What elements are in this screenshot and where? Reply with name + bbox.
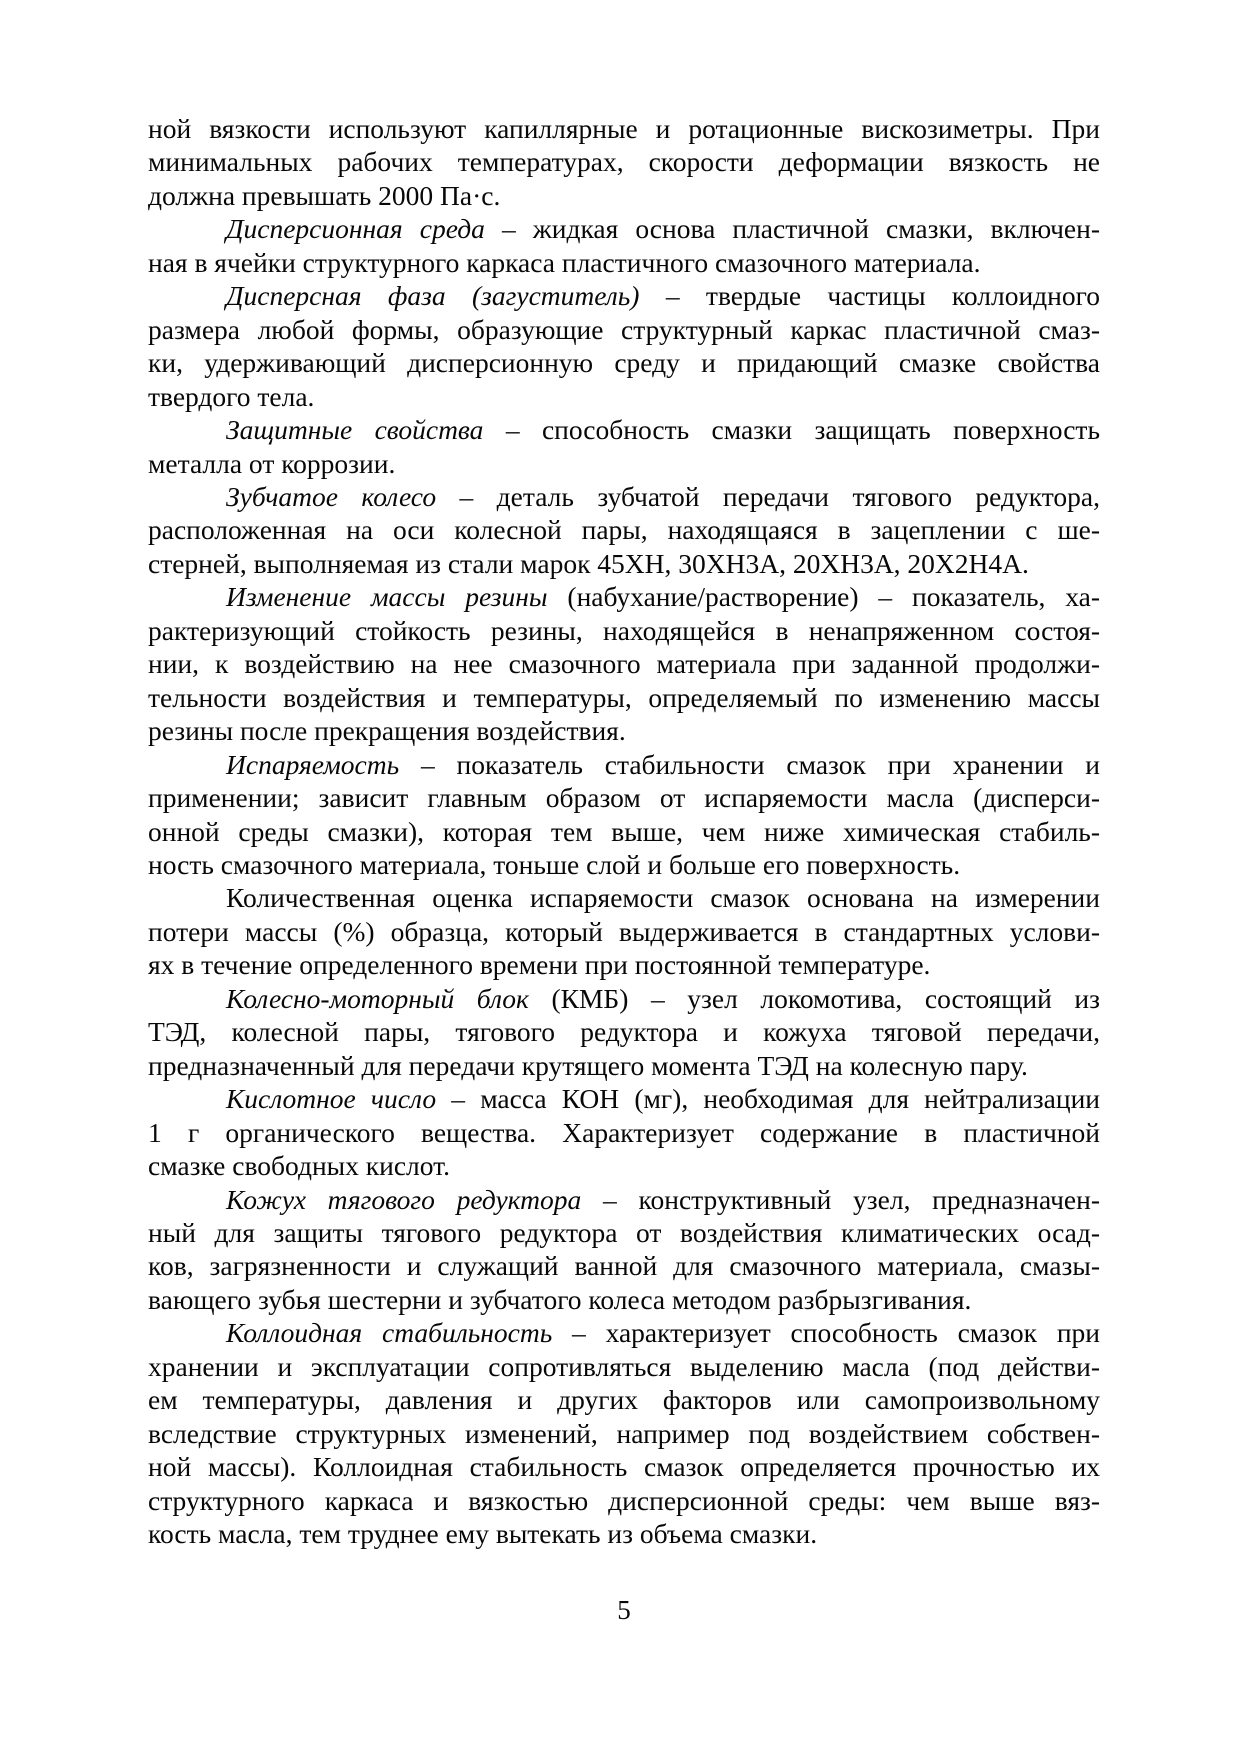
text-line <box>148 948 1100 981</box>
paragraph <box>148 982 1100 1082</box>
text-line <box>148 1149 1100 1182</box>
text-line <box>148 881 1100 914</box>
text-run: ки, удерживающий дисперсионную среду и придающий смазке свойства <box>148 347 1100 379</box>
term-italic: Кожух тягового редуктора <box>226 1183 582 1215</box>
paragraph <box>148 1316 1100 1550</box>
text-line <box>148 413 1100 446</box>
text-run: предназначенный для передачи крутящего момента ТЭД на колесную пару. <box>148 1049 1028 1081</box>
text-run: – характеризует способность смазок при <box>552 1317 1100 1349</box>
text-line <box>148 346 1100 379</box>
text-run: – конструктивный узел, предназначен- <box>581 1183 1100 1215</box>
text-line <box>148 145 1100 178</box>
text-run: – твердые частицы коллоидного <box>639 280 1100 312</box>
text-run: хранении и эксплуатации сопротивляться выделению масла (под действи- <box>148 1350 1100 1382</box>
text-run: смазке свободных кислот. <box>148 1150 450 1182</box>
text-line <box>148 380 1100 413</box>
text-run: кость масла, тем труднее ему вытекать из объема смазки. <box>148 1518 818 1550</box>
text-line <box>148 447 1100 480</box>
text-line <box>148 480 1100 513</box>
term-italic: Дисперсионная среда <box>226 213 485 245</box>
text-run: ной вязкости используют капиллярные и ротационные вискозиметры. При <box>148 113 1100 144</box>
text-line <box>148 815 1100 848</box>
text-run: резины после прекращения воздействия. <box>148 715 626 747</box>
text-run: 1 г органического вещества. Характеризует содержание в пластичной <box>148 1116 1100 1148</box>
paragraph <box>148 212 1100 279</box>
term-italic: Кислотное число <box>226 1083 437 1115</box>
text-line <box>148 848 1100 881</box>
text-run: нии, к воздействию на нее смазочного материала при заданной продолжи- <box>148 648 1100 680</box>
text-line <box>148 246 1100 279</box>
text-run: твердого тела. <box>148 380 315 412</box>
text-run: структурного каркаса и вязкостью дисперсионной среды: чем выше вяз- <box>148 1484 1100 1516</box>
paragraph <box>148 1082 1100 1182</box>
paragraph <box>148 580 1100 747</box>
text-run: ность смазочного материала, тоньше слой и больше его поверхность. <box>148 848 961 880</box>
text-line <box>148 1049 1100 1082</box>
text-line <box>148 513 1100 546</box>
text-line <box>148 1116 1100 1149</box>
text-run: ная в ячейки структурного каркаса пластичного смазочного материала. <box>148 246 981 278</box>
paragraph <box>148 748 1100 882</box>
text-run: металла от коррозии. <box>148 447 396 479</box>
text-run: онной среды смазки), которая тем выше, чем ниже химическая стабиль- <box>148 815 1100 847</box>
text-run: ях в течение определенного времени при постоянной температуре. <box>148 949 931 981</box>
text-line <box>148 1450 1100 1483</box>
text-line <box>148 279 1100 312</box>
page-number: 5 <box>617 1595 631 1625</box>
term-italic: Коллоидная стабильность <box>226 1317 553 1349</box>
term-italic: Дисперсная фаза (загуститель) <box>226 280 640 312</box>
term-italic: Испаряемость <box>226 748 400 780</box>
text-run: – жидкая основа пластичной смазки, включен- <box>484 213 1100 245</box>
text-line <box>148 614 1100 647</box>
text-line <box>148 313 1100 346</box>
text-run: ем температуры, давления и других факторов или самопроизвольному <box>148 1384 1100 1416</box>
term-italic: Изменение массы резины <box>226 581 548 613</box>
text-run: – масса КОН (мг), необходимая для нейтрализации <box>436 1083 1101 1115</box>
text-line <box>148 1216 1100 1249</box>
paragraph <box>148 1183 1100 1317</box>
text-run: потери массы (%) образца, который выдерживается в стандартных услови- <box>148 915 1100 947</box>
text-run: (КМБ) – узел локомотива, состоящий из <box>528 982 1100 1014</box>
text-line <box>148 1417 1100 1450</box>
text-line <box>148 1015 1100 1048</box>
text-line <box>148 1249 1100 1282</box>
text-run: расположенная на оси колесной пары, находящаяся в зацеплении с ше- <box>148 514 1100 546</box>
paragraph <box>148 480 1100 580</box>
text-run: ТЭД, колесной пары, тягового редуктора и кожуха тяговой передачи, <box>148 1016 1100 1048</box>
text-run: – способность смазки защищать поверхность <box>483 414 1100 446</box>
text-line <box>148 647 1100 680</box>
text-line <box>148 1283 1100 1316</box>
paragraph <box>148 881 1100 981</box>
text-line <box>148 982 1100 1015</box>
text-run: вающего зубья шестерни и зубчатого колеса методом разбрызгивания. <box>148 1283 972 1315</box>
paragraph <box>148 112 1100 212</box>
text-line <box>148 1316 1100 1349</box>
text-run: вследствие структурных изменений, например под воздействием собствен- <box>148 1417 1100 1449</box>
text-run: тельности воздействия и температуры, определяемый по изменению массы <box>148 681 1100 713</box>
text-run: стерней, выполняемая из стали марок 45ХН, 30ХН3А, 20ХН3А, 20Х2Н4А. <box>148 547 1029 579</box>
text-run: должна превышать 2000 Па·с. <box>148 179 501 211</box>
text-run: Количественная оценка испаряемости смазок основана на измерении <box>226 882 1100 914</box>
text-run: размера любой формы, образующие структурный каркас пластичной смаз- <box>148 313 1100 345</box>
text-run: (набухание/растворение) – показатель, ха- <box>547 581 1100 613</box>
text-run: ный для защиты тягового редуктора от воздействия климатических осад- <box>148 1216 1100 1248</box>
text-line <box>148 681 1100 714</box>
text-line <box>148 547 1100 580</box>
paragraph <box>148 279 1100 413</box>
text-run: – деталь зубчатой передачи тягового редуктора, <box>436 480 1100 512</box>
text-line <box>148 1183 1100 1216</box>
term-italic: Колесно-моторный блок <box>226 982 529 1014</box>
text-line <box>148 1082 1100 1115</box>
text-run: минимальных рабочих температурах, скорости деформации вязкость не <box>148 146 1100 178</box>
text-run: – показатель стабильности смазок при хранении и <box>399 748 1100 780</box>
text-line <box>148 915 1100 948</box>
text-line <box>148 1484 1100 1517</box>
paragraph <box>148 413 1100 480</box>
term-italic: Зубчатое колесо <box>226 480 437 512</box>
text-block <box>148 112 1100 1550</box>
term-italic: Защитные свойства <box>226 414 484 446</box>
text-line <box>148 781 1100 814</box>
text-line <box>148 1383 1100 1416</box>
text-line <box>148 212 1100 245</box>
text-run: ной массы). Коллоидная стабильность смазок определяется прочностью их <box>148 1451 1100 1483</box>
text-line <box>148 112 1100 145</box>
text-run: рактеризующий стойкость резины, находящейся в ненапряженном состоя- <box>148 614 1100 646</box>
text-line <box>148 1350 1100 1383</box>
text-line <box>148 580 1100 613</box>
text-line <box>148 714 1100 747</box>
text-line <box>148 748 1100 781</box>
text-line <box>148 1517 1100 1550</box>
text-line <box>148 179 1100 212</box>
text-run: ков, загрязненности и служащий ванной для смазочного материала, смазы- <box>148 1250 1100 1282</box>
text-run: применении; зависит главным образом от испаряемости масла (дисперси- <box>148 782 1100 814</box>
